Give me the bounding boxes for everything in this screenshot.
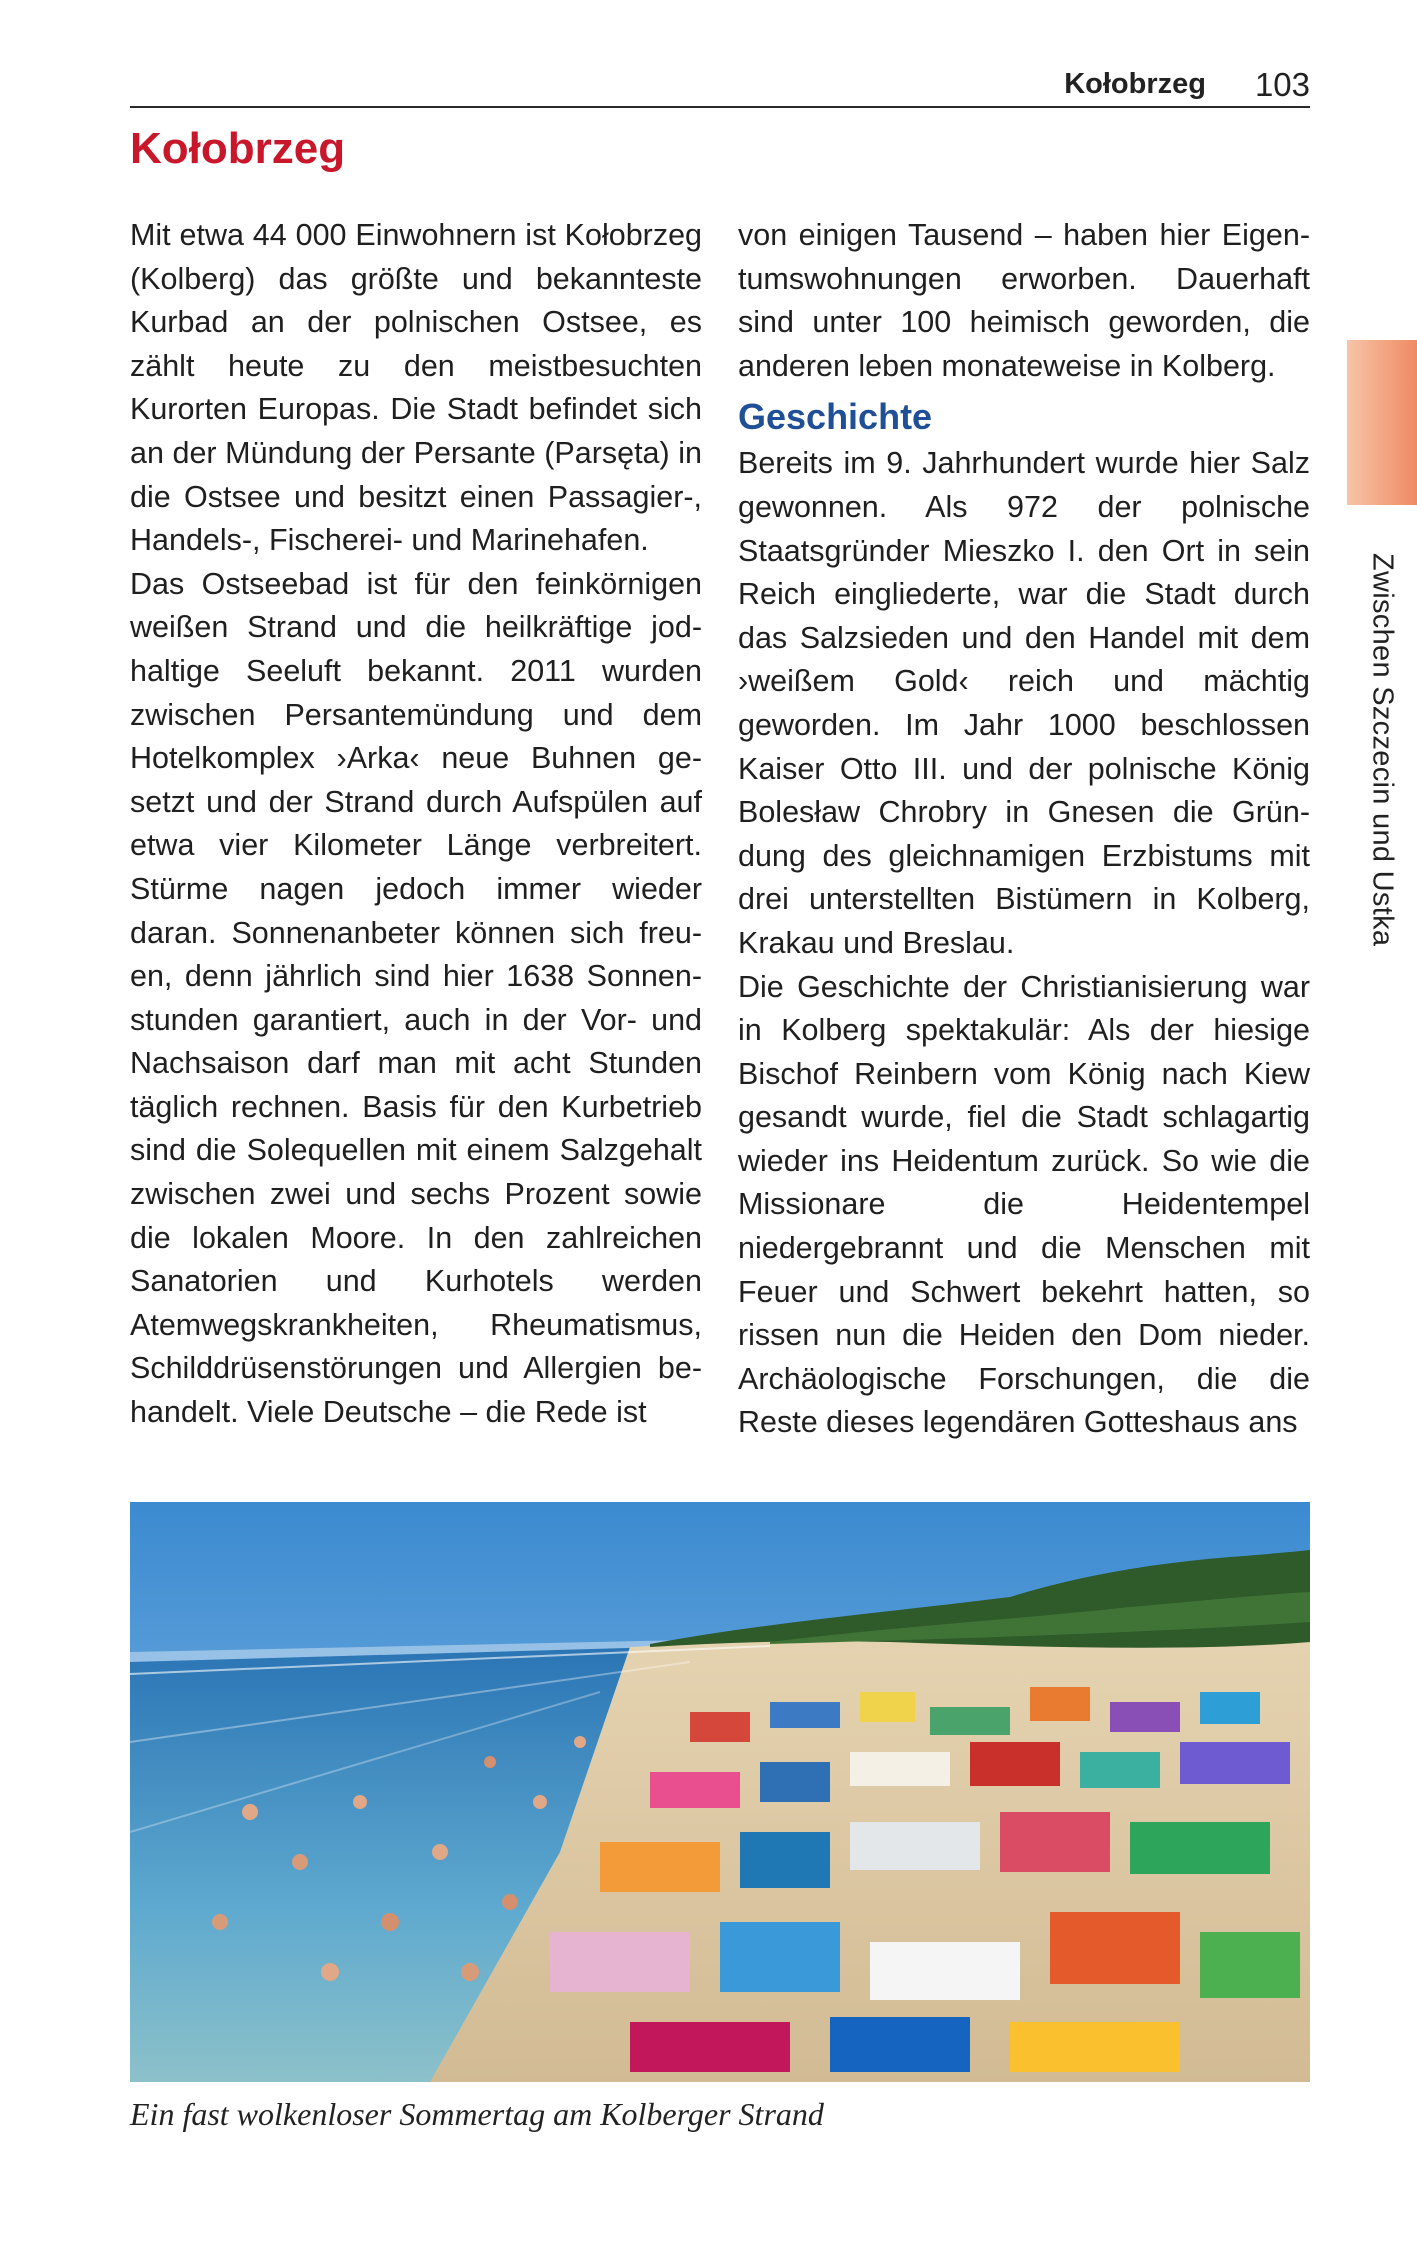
body-paragraph: Die Geschichte der Christianisierung war in Kolberg spektakulär: Als der hiesige Bischof Reinbern vom König nach Kiew gesandt wurde, fiel die Stadt schlagartig wieder ins Heidentum zurück. So wie die Missionare die Heidentempel niedergebrannt und die Menschen mit Feuer und Schwert bekehrt hatten, so rissen nun die Heiden den Dom nieder. Archäologische Forschungen, die die Reste dieses legendären Gotteshaus ans <box>738 969 1310 1440</box>
body-paragraph: Das Ostseebad ist für den feinkörnigen weißen Strand und die heilkräftige jodhaltige Seeluft bekannt. 2011 wurden zwischen Persantemündung und dem Hotelkomplex ›Arka‹ neue Buhnen gesetzt und der Strand durch Aufspülen auf etwa vier Kilometer Länge verbreitert. Stürme nagen jedoch immer wieder daran. Sonnenanbeter können sich freuen, denn jährlich sind hier 1638 Sonnenstunden garantiert, auch in der Vor- und Nachsaison darf man mit acht Stunden täglich rechnen. Basis für den Kurbetrieb sind die Solequellen mit einem Salzgehalt zwischen zwei und sechs Prozent sowie die lokalen Moore. In den zahlreichen Sanatorien und Kurhotels werden Atemwegskrankheiten, Rheumatismus, Schilddrüsenstörungen und Allergien behandelt. Viele Deutsche – die Rede ist <box>130 566 702 1430</box>
running-head-section: Kołobrzeg <box>1064 68 1206 100</box>
right-column <box>738 214 1310 1445</box>
article-title: Kołobrzeg <box>130 124 346 173</box>
beach-photo <box>130 1502 1310 2082</box>
page-number: 103 <box>1254 66 1310 103</box>
chapter-color-tab <box>1347 340 1417 505</box>
beach-photo-illustration <box>130 1502 1310 2082</box>
left-column <box>130 214 702 1435</box>
chapter-side-label: Zwischen Szczecin und Ustka <box>1366 553 1399 947</box>
photo-caption: Ein fast wolkenloser Sommertag am Kolberger Strand <box>130 2096 824 2132</box>
running-head <box>130 68 1310 108</box>
body-paragraph: von einigen Tausend – haben hier Eigentumswohnungen erworben. Dauerhaft sind unter 100 heimisch geworden, die anderen leben monateweise in Kolberg. <box>738 218 1310 383</box>
body-paragraph: Mit etwa 44 000 Einwohnern ist Kołobrzeg (Kolberg) das größte und bekannteste Kurbad an der polnischen Ostsee, es zählt heute zu den meistbesuchten Kurorten Europas. Die Stadt befindet sich an der Mündung der Persante (Parsęta) in die Ostsee und besitzt einen Passagier-, Handels-, Fischerei- und Marinehafen. <box>130 218 702 558</box>
section-heading-geschichte: Geschichte <box>738 396 933 438</box>
body-paragraph: Bereits im 9. Jahrhundert wurde hier Salz gewonnen. Als 972 der polnische Staatsgründer Mieszko I. den Ort in sein Reich eingliederte, war die Stadt durch das Salzsieden und den Handel mit dem ›weißem Gold‹ reich und mächtig geworden. Im Jahr 1000 beschlossen Kaiser Otto III. und der polnische König Bolesław Chrobry in Gnesen die Gründung des gleichnamigen Erzbistums mit drei unterstellten Bistümern in Kolberg, Krakau und Breslau. <box>738 446 1310 960</box>
